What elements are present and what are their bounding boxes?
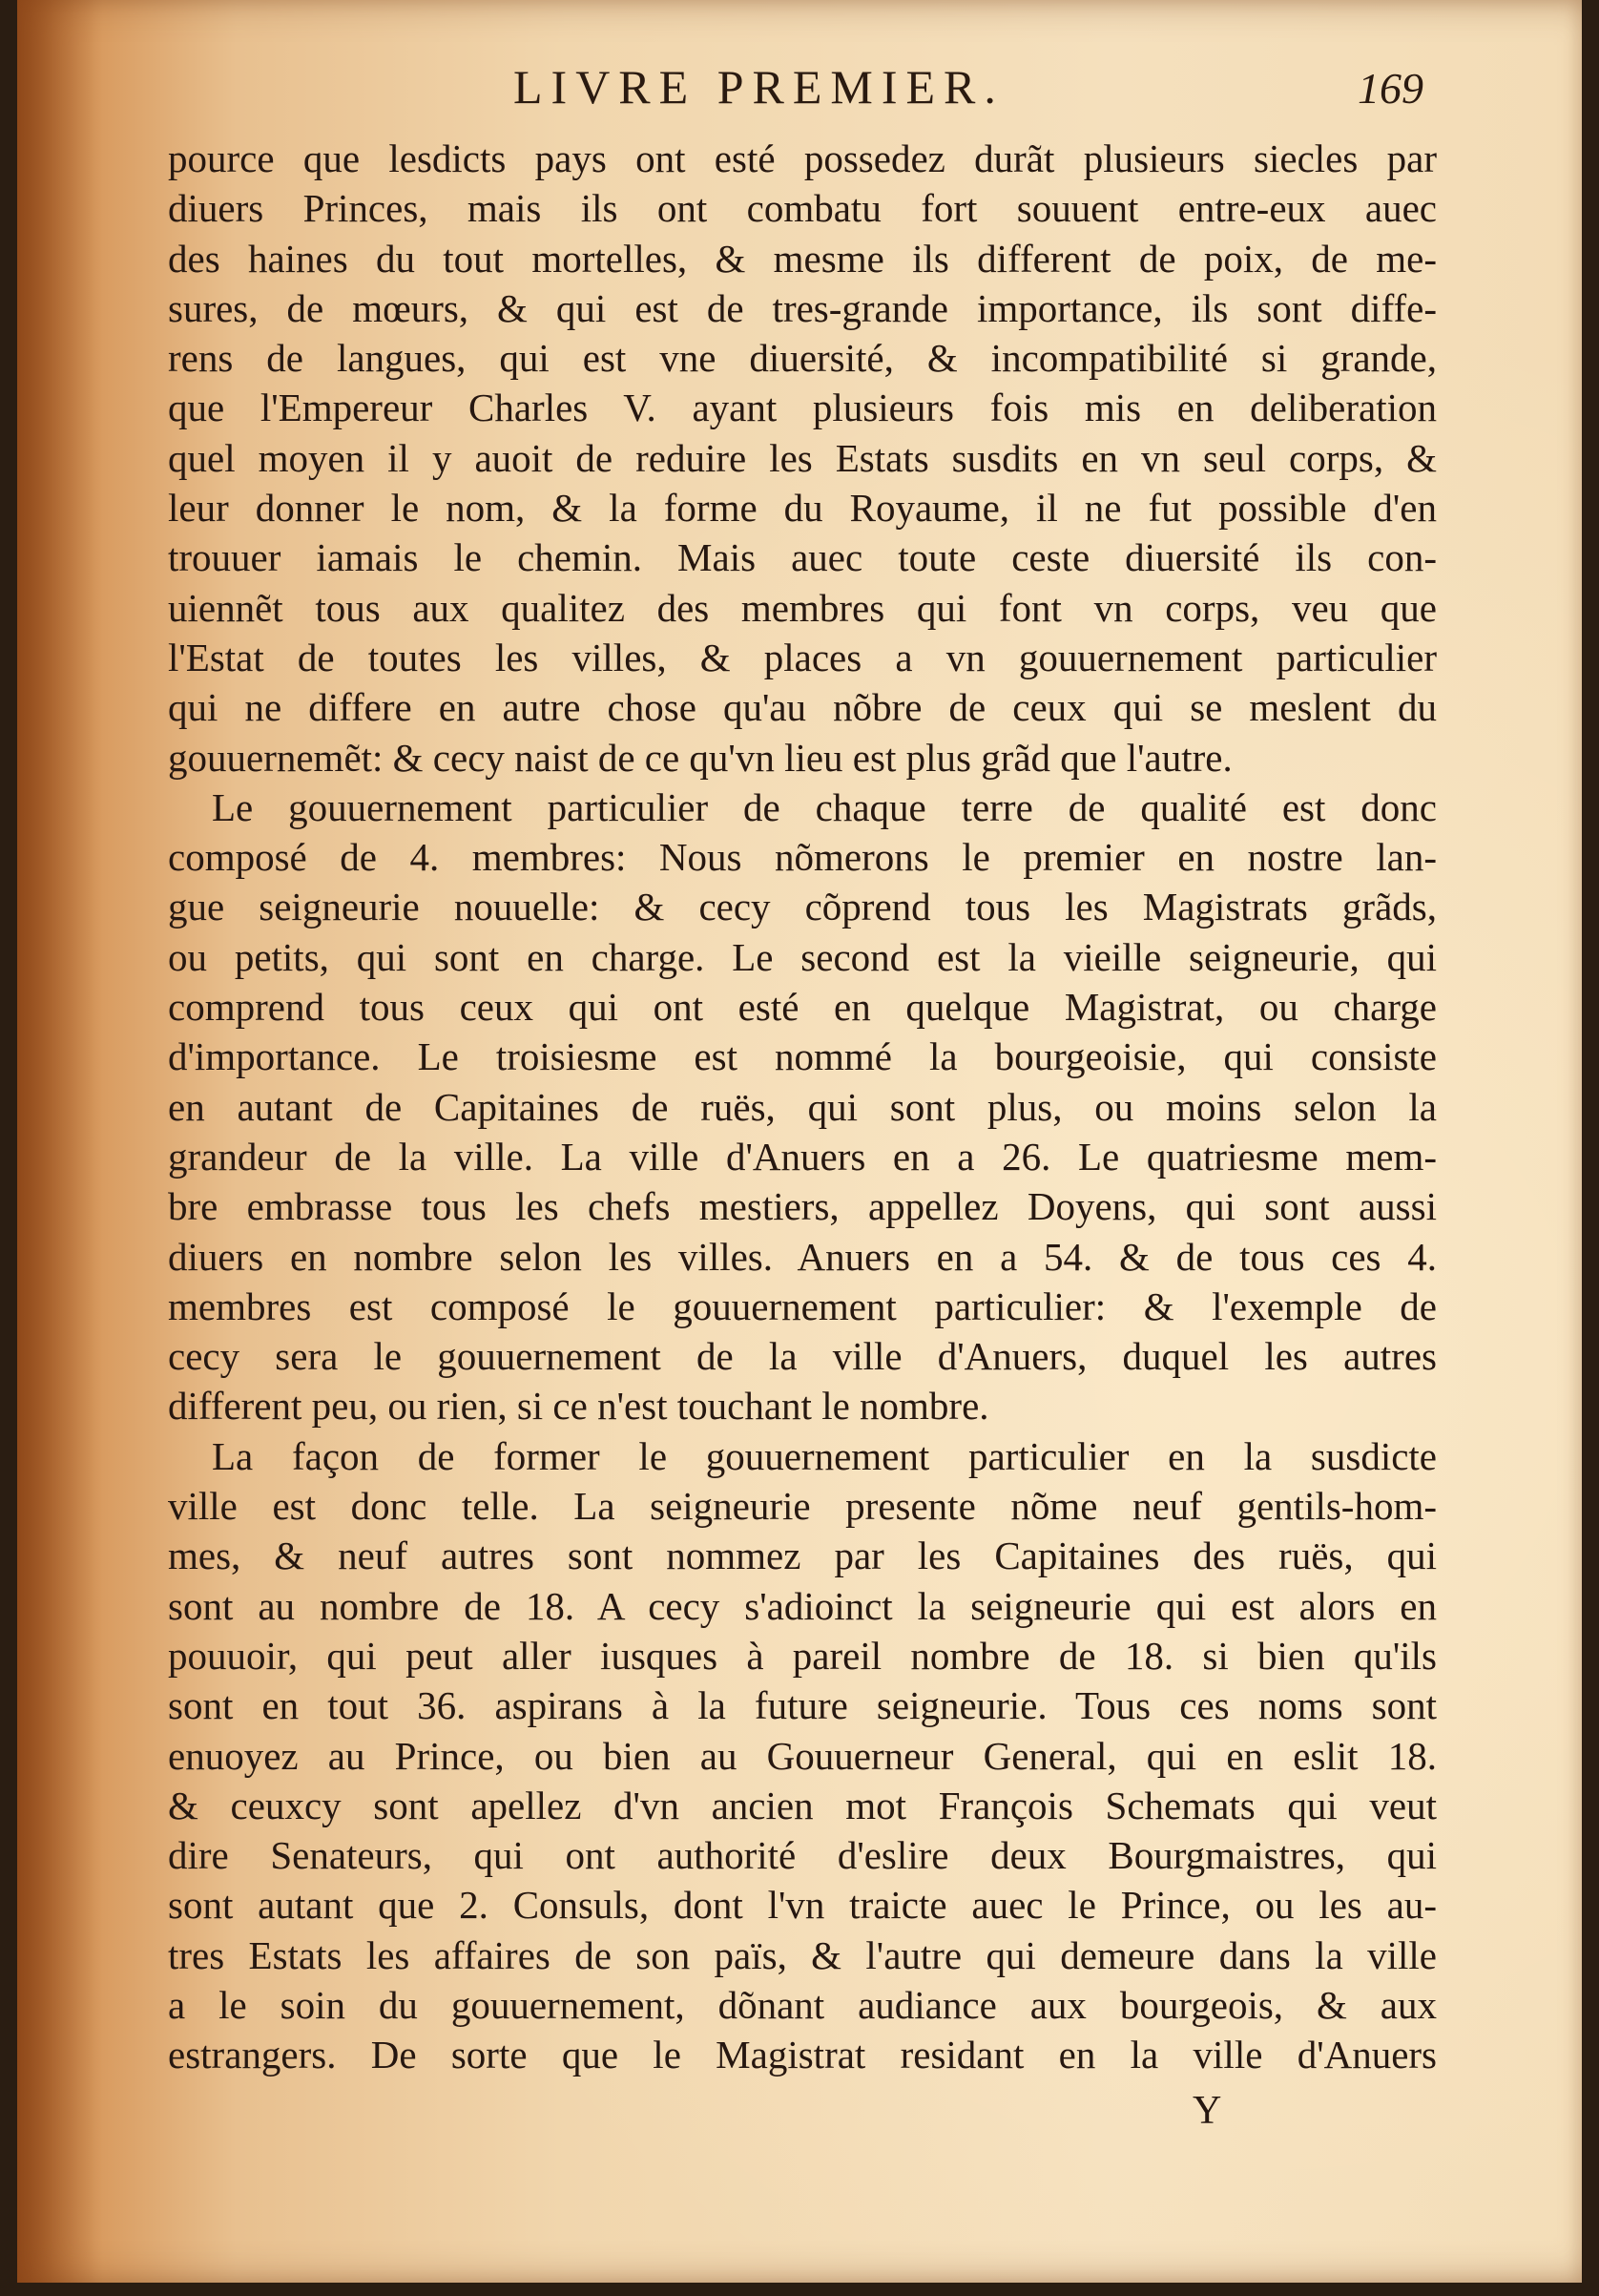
text-line: gue seigneurie nouuelle: & cecy cõprend tous les Magistrats grãds, [168,885,1437,929]
body-text [168,134,1437,2080]
text-line: gouuernemẽt: & cecy naist de ce qu'vn lieu est plus grãd que l'autre. [168,735,1233,780]
text-line: pouuoir, qui peut aller iusques à pareil nombre de 18. si bien qu'ils [168,1633,1437,1678]
text-line: trouuer iamais le chemin. Mais auec toute ceste diuersité ils con- [168,535,1437,580]
book-page [17,0,1582,2283]
text-line: estrangers. De sorte que le Magistrat residant en la ville d'Anuers [168,2033,1437,2077]
text-line: sont en tout 36. aspirans à la future seigneurie. Tous ces noms sont [168,1683,1437,1728]
text-line: qui ne differe en autre chose qu'au nõbre de ceux qui se meslent du [168,685,1437,730]
text-line: bre embrasse tous les chefs mestiers, appellez Doyens, qui sont aussi [168,1184,1437,1229]
text-line: que l'Empereur Charles V. ayant plusieurs fois mis en deliberation [168,386,1437,430]
page-number: 169 [1358,64,1423,113]
text-line: & ceuxcy sont apellez d'vn ancien mot François Schemats qui veut [168,1783,1437,1827]
text-line: sures, de mœurs, & qui est de tres-grande importance, ils sont diffe- [168,285,1437,330]
text-line: different peu, ou rien, si ce n'est touchant le nombre. [168,1384,989,1429]
text-line: d'importance. Le troisiesme est nommé la bourgeoisie, qui consiste [168,1034,1437,1079]
text-line: cecy sera le gouuernement de la ville d'Anuers, duquel les autres [168,1334,1437,1379]
text-line: tres Estats les affaires de son païs, & l'autre qui demeure dans la ville [168,1932,1437,1977]
text-line: diuers Princes, mais ils ont combatu fort souuent entre-eux auec [168,186,1437,231]
text-line: pource que lesdicts pays ont esté possedez durãt plusieurs siecles par [168,136,1437,180]
text-line: des haines du tout mortelles, & mesme ils different de poix, de me- [168,236,1437,281]
text-line: ville est donc telle. La seigneurie presente nõme neuf gentils-hom- [168,1484,1437,1529]
text-line: en autant de Capitaines de ruës, qui sont plus, ou moins selon la [168,1084,1437,1129]
text-line: ou petits, qui sont en charge. Le second est la vieille seigneurie, qui [168,934,1437,979]
text-line: enuoyez au Prince, ou bien au Gouuerneur General, qui en eslit 18. [168,1733,1437,1778]
text-line: comprend tous ceux qui ont esté en quelque Magistrat, ou charge [168,985,1437,1030]
text-line: grandeur de la ville. La ville d'Anuers en a 26. Le quatriesme mem- [168,1134,1437,1179]
paragraph-start-line: La façon de former le gouuernement particulier en la susdicte [212,1433,1437,1478]
text-line: sont autant que 2. Consuls, dont l'vn traicte auec le Prince, ou les au- [168,1883,1437,1928]
text-line: leur donner le nom, & la forme du Royaume, il ne fut possible d'en [168,486,1437,531]
text-line: composé de 4. membres: Nous nõmerons le premier en nostre lan- [168,835,1437,880]
text-line: dire Senateurs, qui ont authorité d'eslire deux Bourgmaistres, qui [168,1833,1437,1878]
signature-mark: Y [1193,2089,1222,2133]
paragraph-start-line: Le gouuernement particulier de chaque terre de qualité est donc [212,784,1437,829]
page-edge-stain [17,0,103,2283]
text-line: mes, & neuf autres sont nommez par les Capitaines des ruës, qui [168,1534,1437,1578]
text-line: sont au nombre de 18. A cecy s'adioinct la seigneurie qui est alors en [168,1583,1437,1628]
text-line: uiennẽt tous aux qualitez des membres qui font vn corps, veu que [168,585,1437,630]
text-line: l'Estat de toutes les villes, & places a vn gouuernement particulier [168,635,1437,679]
text-line: membres est composé le gouuernement particulier: & l'exemple de [168,1284,1437,1328]
running-title: LIVRE PREMIER. [513,60,1005,114]
text-line: a le soin du gouuernement, dõnant audiance aux bourgeois, & aux [168,1982,1437,2027]
text-line: diuers en nombre selon les villes. Anuers en a 54. & de tous ces 4. [168,1234,1437,1279]
text-line: rens de langues, qui est vne diuersité, & incompatibilité si grande, [168,336,1437,381]
text-line: quel moyen il y auoit de reduire les Estats susdits en vn seul corps, & [168,435,1437,480]
